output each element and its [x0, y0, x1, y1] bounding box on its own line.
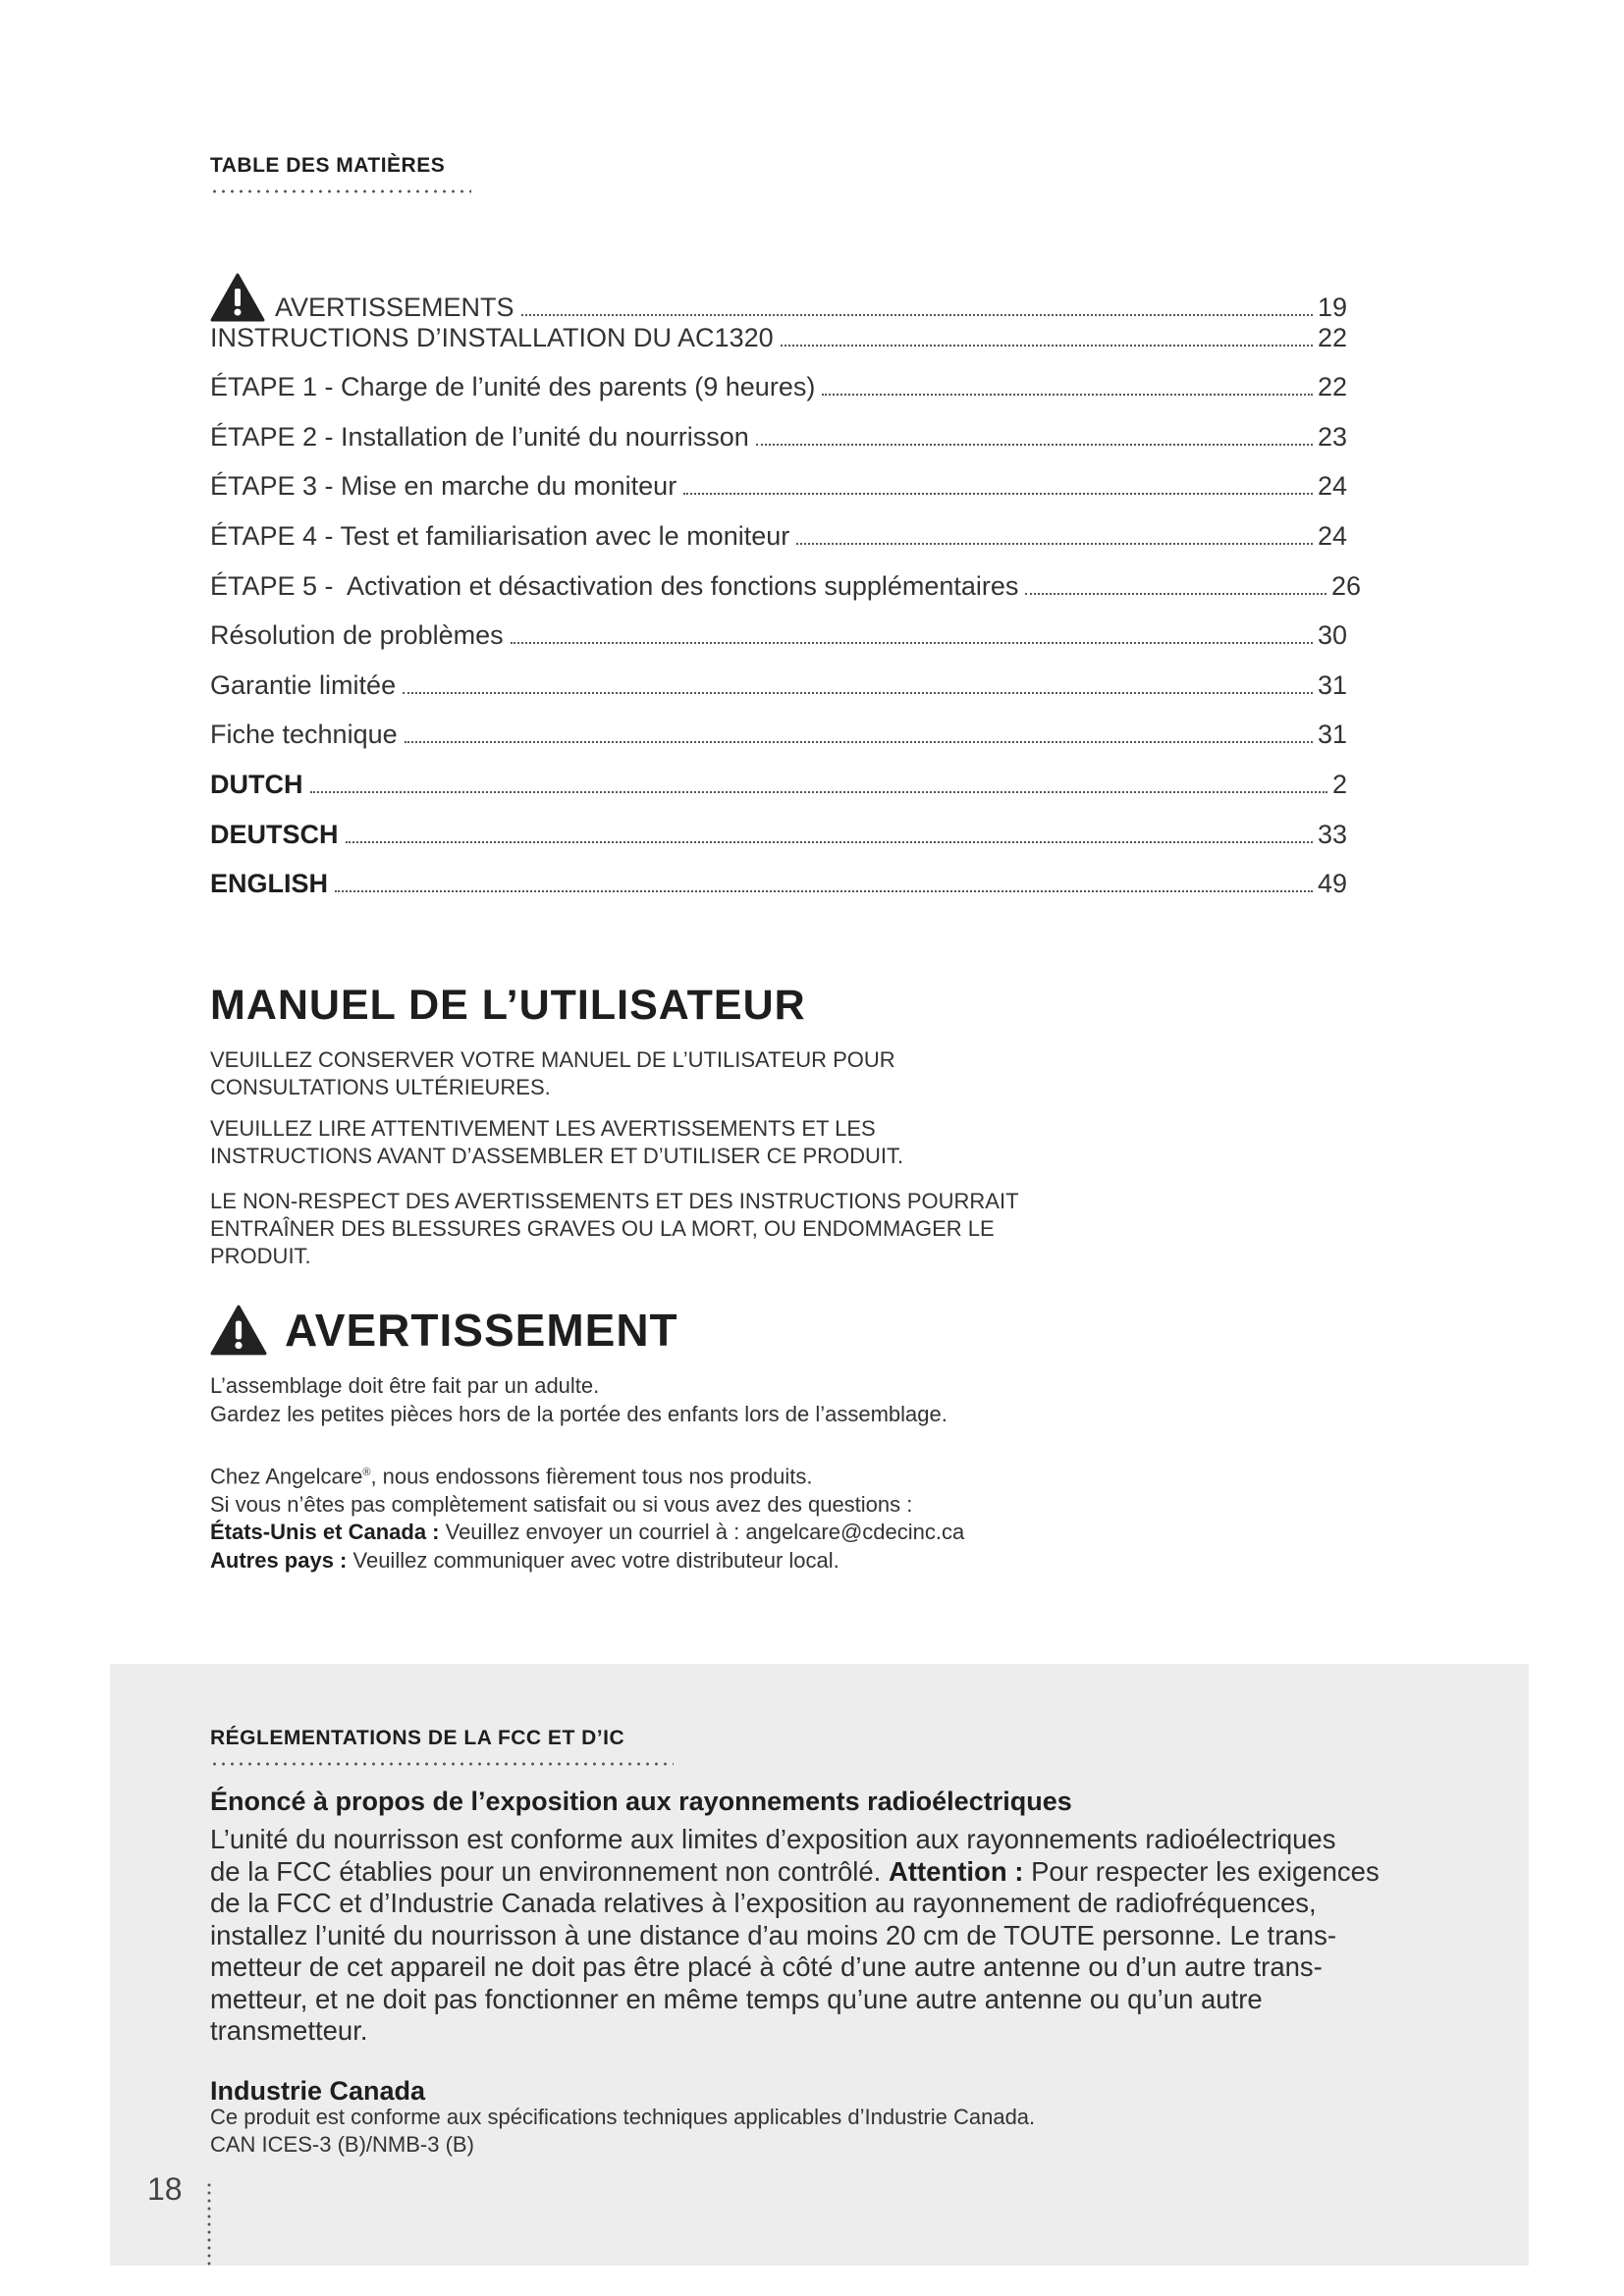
contact-text: Chez Angelcare®, nous endossons fièrement tous nos produits. Si vous n’êtes pas complètement satisfait ou si vous avez des questions : États-Unis et Canada : Veuillez envoyer un courriel à : angelcare@cdecinc.ca Autres pays : Veuillez communiquer avec votre distributeur local.: [210, 1464, 965, 1573]
other-countries-label: Autres pays :: [210, 1547, 348, 1573]
page-number-divider: [207, 2181, 211, 2266]
toc-entry-page: 22: [1317, 322, 1347, 352]
toc-entry[interactable]: [210, 422, 1347, 472]
toc-entry[interactable]: [210, 323, 1347, 373]
warning-text: L’assemblage doit être fait par un adulte. Gardez les petites pièces hors de la portée des enfants lors de l’assemblage.: [210, 1373, 947, 1426]
toc-entry-label: ÉTAPE 2 - Installation de l’unité du nourrisson: [210, 421, 749, 452]
toc-entry-page: 26: [1330, 570, 1361, 601]
toc-leader: [346, 841, 1313, 843]
toc-entry-page: 31: [1317, 669, 1347, 700]
toc-entry[interactable]: [210, 869, 1347, 919]
toc-leader: [781, 345, 1313, 347]
toc-entry[interactable]: [210, 471, 1347, 521]
toc-heading: TABLE DES MATIÈRES: [210, 154, 446, 177]
warning-icon: [210, 1305, 267, 1356]
warning-title: [210, 1304, 678, 1357]
toc-entry-label: Garantie limitée: [210, 669, 397, 700]
toc-entry-label: INSTRUCTIONS D’INSTALLATION DU AC1320: [210, 322, 774, 352]
warning-icon: [210, 273, 265, 322]
us-canada-label: États-Unis et Canada :: [210, 1520, 440, 1545]
toc-entry-page: 30: [1317, 620, 1347, 651]
toc-entry[interactable]: [210, 720, 1347, 770]
toc-entry[interactable]: [210, 770, 1347, 820]
industry-canada-heading: Industrie Canada: [210, 2076, 426, 2106]
toc-heading-underline: [210, 189, 471, 193]
toc-entry-label: ÉTAPE 4 - Test et familiarisation avec le moniteur: [210, 520, 790, 551]
toc-entry[interactable]: [210, 521, 1347, 571]
warning-title-text: AVERTISSEMENT: [285, 1305, 678, 1356]
toc-entry-label: AVERTISSEMENTS: [275, 293, 514, 322]
industry-canada-text: Ce produit est conforme aux spécifications techniques applicables d’Industrie Canada. CAN ICES-3 (B)/NMB-3 (B): [210, 2105, 1036, 2157]
toc-entry-page: 49: [1317, 869, 1347, 899]
toc-leader: [403, 692, 1313, 694]
manual-paragraph: VEUILLEZ CONSERVER VOTRE MANUEL DE L’UTILISATEUR POUR CONSULTATIONS ULTÉRIEURES.: [210, 1047, 895, 1099]
toc-entry[interactable]: [210, 571, 1361, 621]
toc-leader: [796, 543, 1313, 545]
toc-entry-page: 23: [1317, 421, 1347, 452]
toc-entry-label: DEUTSCH: [210, 819, 339, 849]
toc-entry-label: ÉTAPE 1 - Charge de l’unité des parents (9 heures): [210, 372, 816, 402]
toc-leader: [310, 791, 1327, 793]
toc-entry-page: 22: [1317, 372, 1347, 402]
toc-entry[interactable]: [210, 670, 1347, 721]
toc-entry-label: ENGLISH: [210, 869, 329, 899]
toc-entry-page: 24: [1317, 471, 1347, 502]
toc-entry-label: Fiche technique: [210, 720, 398, 750]
toc-entry-label: DUTCH: [210, 769, 303, 799]
fcc-heading: RÉGLEMENTATIONS DE LA FCC ET D’IC: [210, 1727, 625, 1749]
toc-entry-page: 19: [1317, 293, 1347, 322]
toc-entry[interactable]: [210, 273, 1347, 323]
toc-entry-label: Résolution de problèmes: [210, 620, 504, 651]
toc-entry[interactable]: [210, 372, 1347, 422]
toc-entry-page: 33: [1317, 819, 1347, 849]
toc-leader: [511, 642, 1313, 644]
toc-entry-page: 24: [1317, 520, 1347, 551]
table-of-contents: [210, 273, 1361, 919]
toc-leader: [822, 394, 1313, 396]
manual-paragraph: VEUILLEZ LIRE ATTENTIVEMENT LES AVERTISSEMENTS ET LES INSTRUCTIONS AVANT D’ASSEMBLER ET D’UTILISER CE PRODUIT.: [210, 1116, 904, 1168]
toc-entry-page: 31: [1317, 720, 1347, 750]
toc-leader: [1025, 593, 1326, 595]
toc-entry-page: 2: [1331, 769, 1347, 799]
toc-leader: [683, 493, 1313, 495]
toc-leader: [521, 314, 1313, 316]
toc-entry-label: ÉTAPE 5 - Activation et désactivation des fonctions supplémentaires: [210, 570, 1019, 601]
attention-label: Attention :: [888, 1855, 1024, 1887]
toc-entry[interactable]: [210, 620, 1347, 670]
manual-title: MANUEL DE L’UTILISATEUR: [210, 982, 806, 1029]
toc-leader: [335, 890, 1313, 892]
toc-entry[interactable]: [210, 820, 1347, 870]
toc-leader: [405, 741, 1313, 743]
toc-leader: [756, 444, 1313, 446]
page-number: 18: [147, 2171, 183, 2207]
toc-entry-label: ÉTAPE 3 - Mise en marche du moniteur: [210, 471, 677, 502]
rf-exposure-text: L’unité du nourrisson est conforme aux limites d’exposition aux rayonnements radioélectriques de la FCC établies pour un environnement non contrôlé. Attention : Pour respecter les exigences de la FCC et d’Industrie Canada relatives à l’exposition au rayonnement de radiofréquences, installez l’unité du nourrisson à une distance d’au moins 20 cm de TOUTE personne. Le trans- metteur de cet appareil ne doit pas être placé à côté d’une autre antenne ou d’un autre trans- metteur, et ne doit pas fonctionner en même temps qu’une autre antenne ou qu’un autre transmetteur.: [210, 1824, 1380, 2046]
fcc-heading-underline: [210, 1762, 674, 1766]
manual-paragraph: LE NON-RESPECT DES AVERTISSEMENTS ET DES INSTRUCTIONS POURRAIT ENTRAÎNER DES BLESSURES GRAVES OU LA MORT, OU ENDOMMAGER LE PRODUIT.: [210, 1189, 1019, 1268]
rf-exposure-subheading: Énoncé à propos de l’exposition aux rayonnements radioélectriques: [210, 1787, 1072, 1816]
